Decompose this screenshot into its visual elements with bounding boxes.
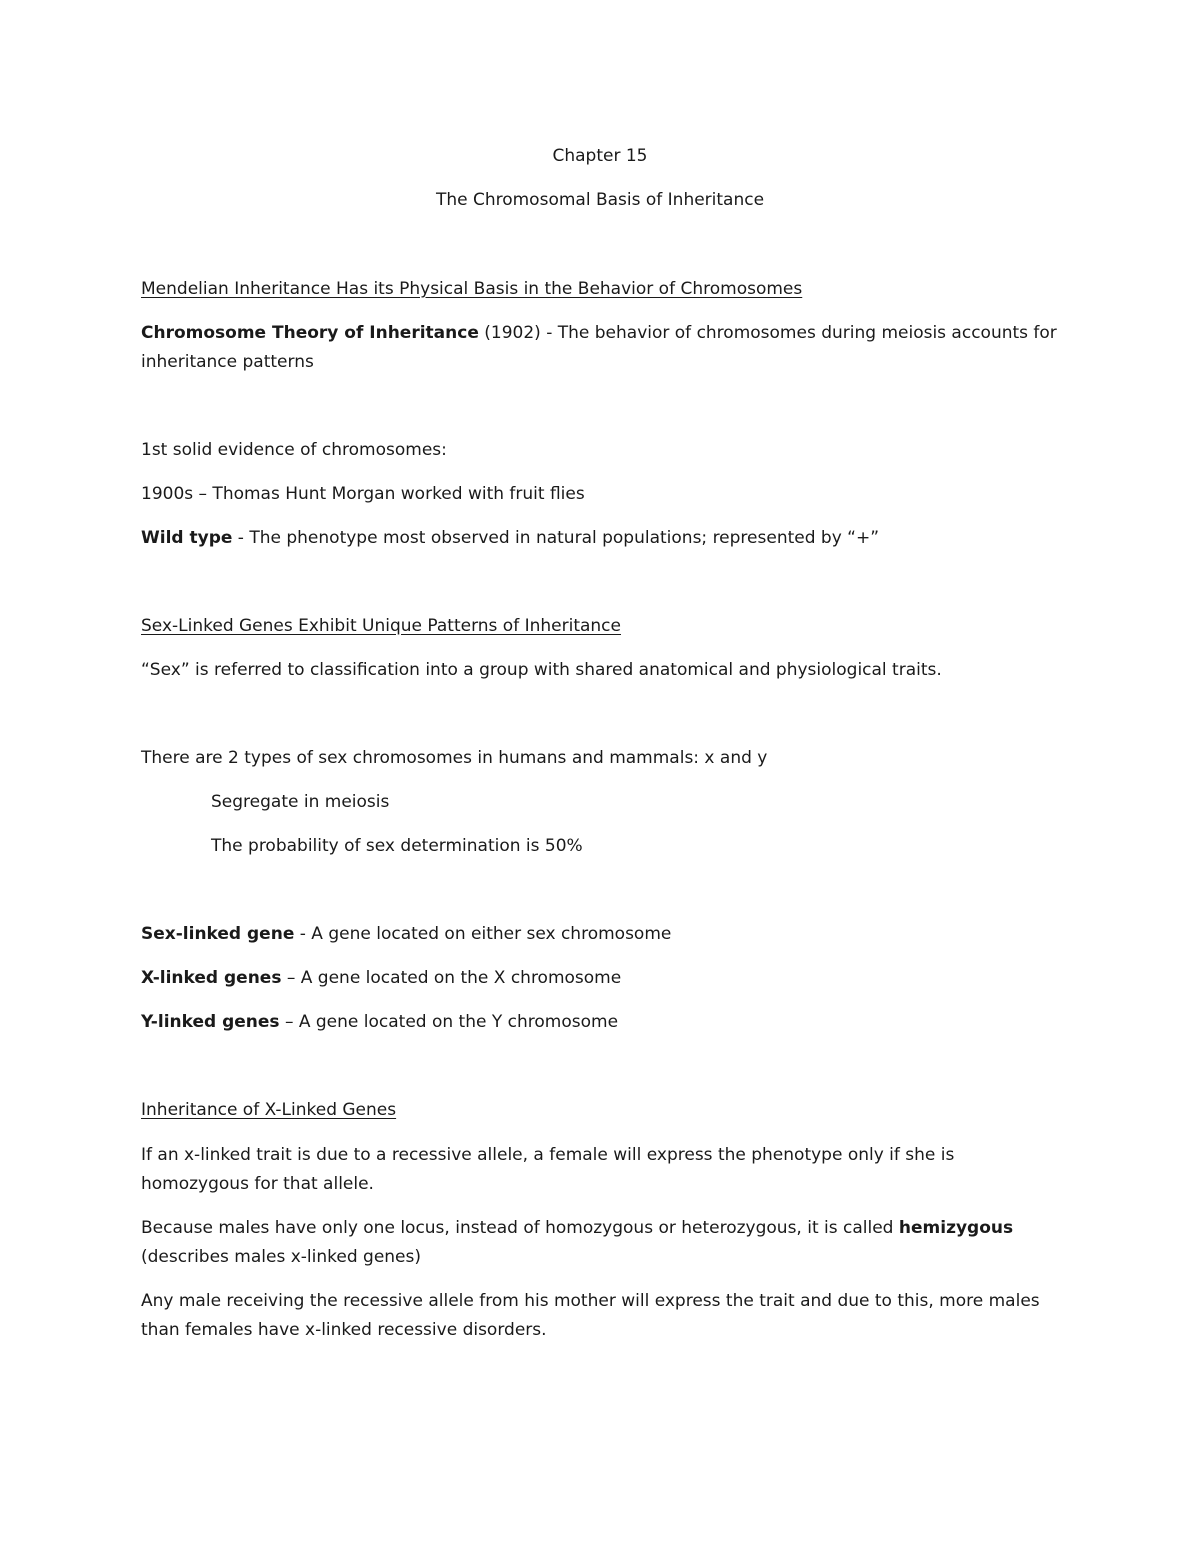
term-chromosome-theory: Chromosome Theory of Inheritance [141, 323, 479, 343]
definition-y-linked-genes [141, 1008, 618, 1037]
definition-wild-type [141, 524, 879, 553]
definition-text: (1902) - The behavior of chromosomes during meiosis accounts for [478, 323, 1057, 343]
paragraph-hemizygous-line2: (describes males x-linked genes) [141, 1247, 422, 1267]
definition-continuation: inheritance patterns [141, 352, 314, 372]
section-heading-mendelian: Mendelian Inheritance Has its Physical Basis in the Behavior of Chromosomes [141, 279, 803, 299]
paragraph-recessive-female-line2: homozygous for that allele. [141, 1174, 374, 1194]
paragraph-male-recessive-line1: Any male receiving the recessive allele from his mother will express the trait and due to this, more males [141, 1291, 1040, 1311]
term-sex-linked-gene: Sex-linked gene [141, 924, 295, 944]
term-hemizygous: hemizygous [898, 1218, 1014, 1238]
term-x-linked-genes: X-linked genes [141, 968, 282, 988]
definition-text: - A gene located on either sex chromosome [294, 924, 672, 944]
indented-probability: The probability of sex determination is 50% [211, 836, 583, 856]
section-heading-x-linked-inheritance: Inheritance of X-Linked Genes [141, 1100, 397, 1120]
term-wild-type: Wild type [141, 528, 233, 548]
section-heading-sex-linked: Sex-Linked Genes Exhibit Unique Patterns of Inheritance [141, 616, 621, 636]
paragraph-evidence: 1st solid evidence of chromosomes: [141, 440, 447, 460]
paragraph-hemizygous-line1 [141, 1214, 1013, 1243]
document-title: The Chromosomal Basis of Inheritance [435, 190, 765, 210]
paragraph-text: Because males have only one locus, instead of homozygous or heterozygous, it is called [141, 1218, 899, 1238]
definition-text: - The phenotype most observed in natural populations; represented by “+” [232, 528, 880, 548]
definition-text: – A gene located on the Y chromosome [279, 1012, 619, 1032]
definition-chromosome-theory [141, 319, 1057, 348]
definition-sex-linked-gene [141, 920, 671, 949]
chapter-label: Chapter 15 [552, 146, 648, 166]
indented-segregate: Segregate in meiosis [211, 792, 390, 812]
paragraph-sex-definition: “Sex” is referred to classification into a group with shared anatomical and physiological traits. [141, 660, 942, 680]
paragraph-recessive-female-line1: If an x-linked trait is due to a recessive allele, a female will express the phenotype only if she is [141, 1145, 955, 1165]
definition-x-linked-genes [141, 964, 621, 993]
paragraph-morgan: 1900s – Thomas Hunt Morgan worked with fruit flies [141, 484, 585, 504]
definition-text: – A gene located on the X chromosome [281, 968, 622, 988]
term-y-linked-genes: Y-linked genes [141, 1012, 280, 1032]
paragraph-male-recessive-line2: than females have x-linked recessive disorders. [141, 1320, 547, 1340]
paragraph-sex-chromosome-types: There are 2 types of sex chromosomes in humans and mammals: x and y [141, 748, 768, 768]
